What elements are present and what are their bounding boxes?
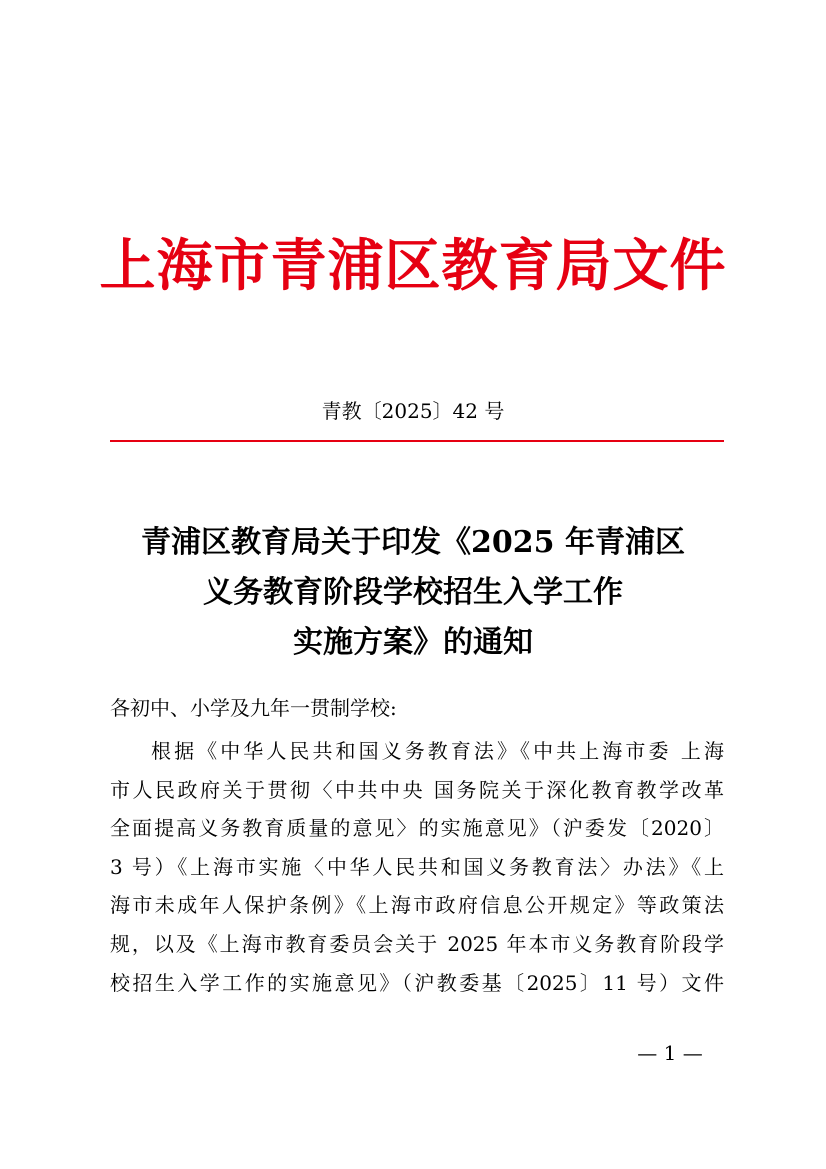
paragraph-line: 规，以及《上海市教育委员会关于 2025 年本市义务教育阶段学 [110,931,724,956]
document-masthead: 上海市青浦区教育局文件 [99,233,727,299]
paragraph-line: 全面提高义务教育质量的意见〉的实施意见》（沪委发〔2020〕 [110,816,724,841]
paragraph-line: 校招生入学工作的实施意见》（沪教委基〔2025〕11 号）文件 [110,970,724,995]
paragraph-line: 海市未成年人保护条例》《上海市政府信息公开规定》等政策法 [110,893,724,918]
document-number: 青教〔2025〕42 号 [321,399,505,423]
paragraph-line: 市人民政府关于贯彻〈中共中央 国务院关于深化教育教学改革 [110,777,724,802]
paragraph-line: 根据《中华人民共和国义务教育法》《中共上海市委 上海 [151,739,724,763]
salutation: 各初中、小学及九年一贯制学校: [110,696,397,720]
title-line: 青浦区教育局关于印发《2025 年青浦区 [141,525,685,560]
title-line: 实施方案》的通知 [293,625,533,660]
document-title [0,518,826,668]
body-paragraph [110,732,724,1002]
title-line: 义务教育阶段学校招生入学工作 [203,575,623,610]
red-divider-rule [110,440,724,442]
paragraph-line: 3 号）《上海市实施〈中华人民共和国义务教育法〉办法》《上 [110,854,724,879]
page-number: — 1 — [637,1041,703,1065]
